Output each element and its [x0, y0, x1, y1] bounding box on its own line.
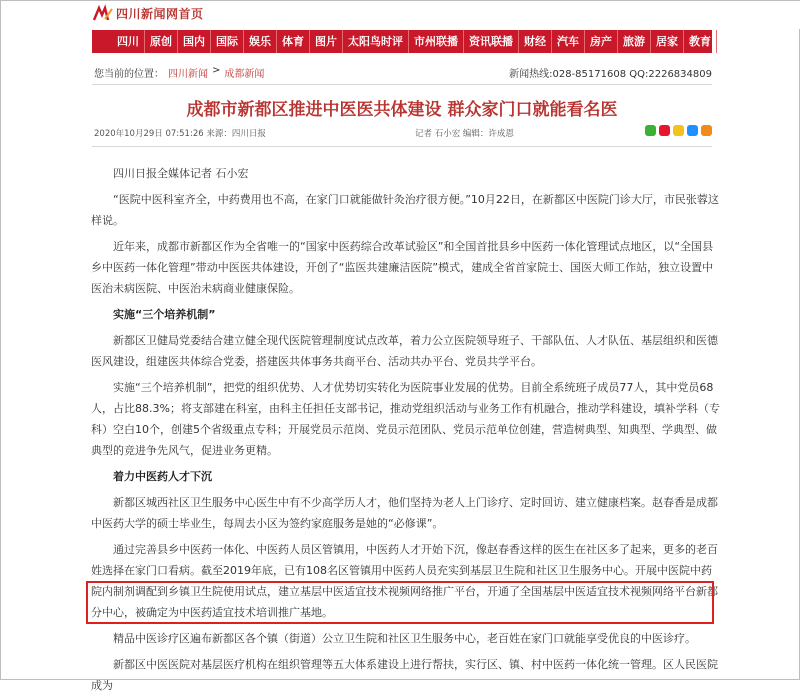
qq-icon[interactable]	[687, 125, 698, 136]
nav-item[interactable]: 房产	[585, 30, 618, 53]
more-icon[interactable]	[701, 125, 712, 136]
nav-item[interactable]: 四川	[92, 30, 145, 53]
breadcrumb	[94, 65, 264, 80]
sichuan-news-logo-icon	[93, 6, 113, 22]
logo-text: 四川新闻网首页	[116, 7, 204, 21]
weibo-icon[interactable]	[659, 125, 670, 136]
paragraph: 通过完善县乡中医药一体化、中医药人员区管镇用，中医药人才开始下沉，像赵春香这样的医生在社区多了起来，更多的老百姓选择在家门口看病。截至2019年底，已有108名区管镇用中医药人员充实到基层卫生院和社区卫生服务中心。开展中医院中药院内制剂调配到乡镇卫生院使用试点，建立基层中医适宜技术视频网络推广平台，开通了全国基层中医适宜技术视频网络平台新都分中心，被确定为中医药适宜技术培训推广基地。	[91, 543, 718, 619]
highlight-box	[86, 581, 714, 624]
divider	[92, 84, 712, 85]
nav-item[interactable]: 财经	[519, 30, 552, 53]
site-topbar	[1, 1, 801, 29]
byline: 四川日报全媒体记者 石小宏	[113, 167, 249, 180]
paragraph: 新都区卫健局党委结合建立健全现代医院管理制度试点改革，着力公立医院领导班子、干部队伍、人才队伍、基层组织和医德医风建设，组建医共体综合党委，搭建医共体事务共商平台、活动共办平台、党员共学平台。	[91, 334, 718, 368]
nav-item[interactable]: 食品	[722, 35, 744, 48]
article-source: 来源：四川日报	[206, 129, 266, 139]
nav-item[interactable]: 旅游	[618, 30, 651, 53]
paragraph: “医院中医科室齐全，中药费用也不高，在家门口就能做针灸治疗很方便。”10月22日，在新都区中医院门诊大厅，市民张蓉这样说。	[91, 193, 719, 227]
breadcrumb-label: 您当前的位置：	[94, 69, 164, 80]
nav-item[interactable]: 国际	[211, 30, 244, 53]
location-bar	[92, 59, 712, 85]
breadcrumb-home-link[interactable]: 四川新闻	[168, 69, 208, 80]
article-title: 成都市新都区推进中医医共体建设 群众家门口就能看名医	[186, 100, 618, 120]
paragraph: 近年来，成都市新都区作为全省唯一的“国家中医药综合改革试验区”和全国首批县乡中医药一体化管理试点地区，以“全国县乡中医药一体化管理”带动中医医共体建设，开创了“监医共建廉洁医院”模式，建成全省首家院士、国医大师工作站，独立设置中医治未病医院、中医治未病商业健康保险。	[91, 240, 714, 295]
breadcrumb-current-link[interactable]: 成都新闻	[224, 69, 265, 80]
nav-item[interactable]: 娱乐	[244, 30, 277, 53]
wechat-icon[interactable]	[645, 125, 656, 136]
qzone-icon[interactable]	[673, 125, 684, 136]
nav-item[interactable]: 居家	[651, 30, 684, 53]
publish-date: 2020年10月29日 07:51:26	[94, 129, 204, 139]
main-nav	[92, 30, 744, 53]
nav-item[interactable]: 教育	[684, 30, 717, 53]
news-hotline: 新闻热线:028-85171608 QQ:2226834809	[509, 69, 712, 80]
publish-info	[94, 127, 266, 139]
nav-item[interactable]: 汽车	[552, 30, 585, 53]
breadcrumb-separator: >	[212, 65, 221, 76]
nav-item[interactable]: 资讯联播	[464, 30, 519, 53]
section-heading: 实施“三个培养机制”	[113, 308, 216, 321]
site-logo-link[interactable]	[93, 5, 204, 22]
nav-item[interactable]: 体育	[277, 30, 310, 53]
nav-item[interactable]: 国内	[178, 30, 211, 53]
nav-item[interactable]: 市州联播	[409, 30, 464, 53]
share-bar	[645, 125, 712, 136]
author-info: 记者 石小宏 编辑：许成恩	[415, 129, 514, 139]
nav-item[interactable]: 太阳鸟时评	[343, 30, 409, 53]
paragraph: 新都区城西社区卫生服务中心医生中有不少高学历人才，他们坚持为老人上门诊疗、定时回访、建立健康档案。赵春香是成都中医药大学的硕士毕业生，每周去小区为签约家庭服务是她的“必修课”。	[91, 496, 718, 530]
section-heading: 着力中医药人才下沉	[113, 470, 212, 483]
paragraph: 精品中医诊疗区遍布新都区各个镇（街道）公立卫生院和社区卫生服务中心，老百姓在家门口就能享受优良的中医诊疗。	[113, 632, 696, 645]
nav-item[interactable]: 原创	[145, 30, 178, 53]
nav-item[interactable]: 图片	[310, 30, 343, 53]
article-meta	[92, 125, 712, 139]
paragraph: 实施“三个培养机制”，把党的组织优势、人才优势切实转化为医院事业发展的优势。目前全系统班子成员77人，其中党员68人，占比88.3%；将支部建在科室，由科主任担任支部书记，推动党组织活动与业务工作有机融合，推动学科建设，填补学科（专科）空白10个，创建5个省级重点专科；开展党员示范岗、党员示范团队、党员示范单位创建，营造树典型、知典型、学典型、做典型的竞进争先风气，促进业务更精。	[91, 381, 720, 457]
paragraph: 新都区中医医院对基层医疗机构在组织管理等五大体系建设上进行帮扶，实行区、镇、村中医药一体化统一管理。区人民医院成为	[91, 658, 718, 692]
divider	[92, 146, 712, 147]
